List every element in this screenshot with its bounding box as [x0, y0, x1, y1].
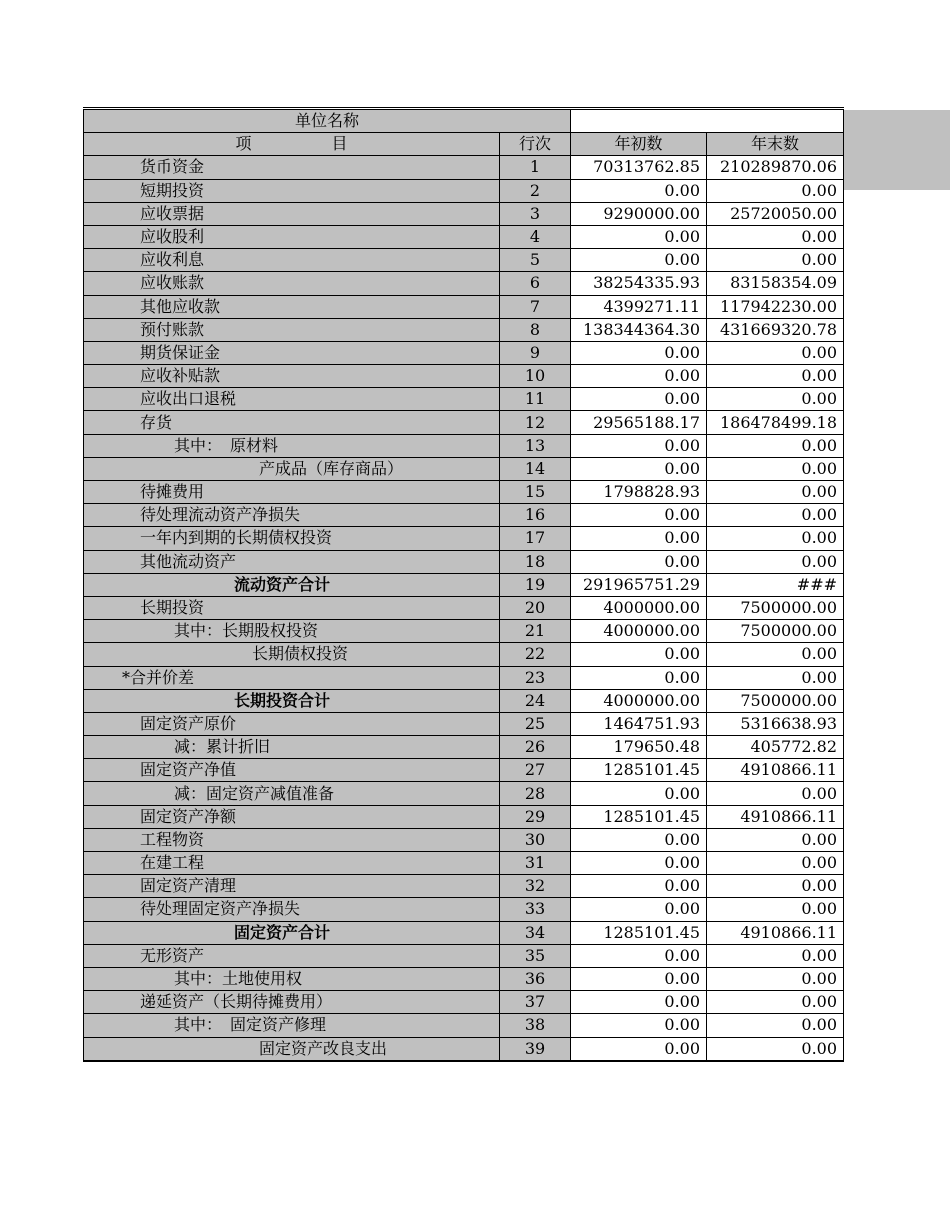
end-value-cell[interactable]: 0.00: [707, 434, 844, 457]
begin-value-cell[interactable]: 4000000.00: [571, 689, 707, 712]
end-value-cell[interactable]: 0.00: [707, 527, 844, 550]
begin-value-cell[interactable]: 0.00: [571, 875, 707, 898]
begin-value-cell[interactable]: 0.00: [571, 179, 707, 202]
row-item-label: 待处理固定资产净损失: [84, 898, 500, 921]
begin-value-cell[interactable]: 0.00: [571, 388, 707, 411]
table-row: [84, 759, 844, 782]
row-number: 39: [500, 1037, 571, 1061]
table-row: [84, 736, 844, 759]
row-item-label: 其他应收款: [84, 295, 500, 318]
row-number: 34: [500, 921, 571, 944]
row-item-label: 其他流动资产: [84, 550, 500, 573]
row-item-label: 固定资产净值: [84, 759, 500, 782]
row-number: 11: [500, 388, 571, 411]
end-value-cell[interactable]: 0.00: [707, 249, 844, 272]
row-item-label: 应收出口退税: [84, 388, 500, 411]
end-value-cell[interactable]: 7500000.00: [707, 689, 844, 712]
table-row: [84, 341, 844, 364]
row-number: 14: [500, 457, 571, 480]
row-number: 38: [500, 1014, 571, 1037]
begin-value-cell[interactable]: 0.00: [571, 341, 707, 364]
row-item-label: 工程物资: [84, 828, 500, 851]
begin-value-cell[interactable]: 0.00: [571, 434, 707, 457]
row-number: 23: [500, 666, 571, 689]
table-row: [84, 457, 844, 480]
end-value-cell[interactable]: 0.00: [707, 828, 844, 851]
end-value-cell[interactable]: 0.00: [707, 179, 844, 202]
begin-value-cell[interactable]: 179650.48: [571, 736, 707, 759]
begin-value-cell[interactable]: 0.00: [571, 365, 707, 388]
table-row: [84, 643, 844, 666]
end-value-cell[interactable]: 4910866.11: [707, 805, 844, 828]
table-row: [84, 504, 844, 527]
begin-value-cell[interactable]: 4000000.00: [571, 596, 707, 619]
row-number: 35: [500, 944, 571, 967]
row-number: 24: [500, 689, 571, 712]
unit-name-row: [84, 109, 844, 133]
begin-value-cell[interactable]: 0.00: [571, 828, 707, 851]
end-value-cell[interactable]: 0.00: [707, 782, 844, 805]
row-number: 31: [500, 852, 571, 875]
row-item-label: 在建工程: [84, 852, 500, 875]
end-value-cell[interactable]: 210289870.06: [707, 156, 844, 179]
begin-value-cell[interactable]: 0.00: [571, 852, 707, 875]
row-number: 6: [500, 272, 571, 295]
end-value-cell[interactable]: 0.00: [707, 666, 844, 689]
begin-value-cell[interactable]: 0.00: [571, 944, 707, 967]
begin-value-cell[interactable]: 291965751.29: [571, 573, 707, 596]
end-value-cell[interactable]: 0.00: [707, 875, 844, 898]
table-row: [84, 852, 844, 875]
row-number: 12: [500, 411, 571, 434]
end-value-cell[interactable]: 0.00: [707, 388, 844, 411]
row-number: 29: [500, 805, 571, 828]
table-row: [84, 249, 844, 272]
begin-value-cell[interactable]: 0.00: [571, 249, 707, 272]
table-row: [84, 527, 844, 550]
end-value-cell[interactable]: 431669320.78: [707, 318, 844, 341]
row-item-label: 长期投资: [84, 596, 500, 619]
table-row: [84, 991, 844, 1014]
table-row: [84, 1037, 844, 1061]
row-number: 26: [500, 736, 571, 759]
table-row: [84, 434, 844, 457]
begin-value-cell[interactable]: 0.00: [571, 782, 707, 805]
end-value-cell[interactable]: 0.00: [707, 944, 844, 967]
begin-value-cell[interactable]: 0.00: [571, 967, 707, 990]
table-row: [84, 875, 844, 898]
col-header-row-no: 行次: [500, 133, 571, 156]
end-value-cell[interactable]: 0.00: [707, 643, 844, 666]
table-row: [84, 272, 844, 295]
table-row: [84, 1014, 844, 1037]
row-number: 2: [500, 179, 571, 202]
end-value-cell[interactable]: 186478499.18: [707, 411, 844, 434]
end-value-cell[interactable]: 0.00: [707, 898, 844, 921]
begin-value-cell[interactable]: 0.00: [571, 666, 707, 689]
end-value-cell[interactable]: 0.00: [707, 457, 844, 480]
row-item-label: 长期债权投资: [84, 643, 500, 666]
begin-value-cell[interactable]: 0.00: [571, 457, 707, 480]
row-item-label: 短期投资: [84, 179, 500, 202]
row-number: 16: [500, 504, 571, 527]
begin-value-cell[interactable]: 4000000.00: [571, 620, 707, 643]
row-item-label: 长期投资合计: [84, 689, 500, 712]
row-item-label: 产成品（库存商品）: [84, 457, 500, 480]
table-row: [84, 828, 844, 851]
end-value-cell[interactable]: 0.00: [707, 852, 844, 875]
row-item-label: 货币资金: [84, 156, 500, 179]
begin-value-cell[interactable]: 1285101.45: [571, 921, 707, 944]
end-value-cell[interactable]: 0.00: [707, 365, 844, 388]
col-header-end: 年末数: [707, 133, 844, 156]
end-value-cell[interactable]: 0.00: [707, 550, 844, 573]
table-row: [84, 550, 844, 573]
row-item-label: 其中：土地使用权: [84, 967, 500, 990]
end-value-cell[interactable]: 25720050.00: [707, 202, 844, 225]
row-number: 7: [500, 295, 571, 318]
row-item-label: 其中： 固定资产修理: [84, 1014, 500, 1037]
row-number: 8: [500, 318, 571, 341]
row-item-label: 减：累计折旧: [84, 736, 500, 759]
row-number: 13: [500, 434, 571, 457]
end-value-cell[interactable]: 0.00: [707, 504, 844, 527]
table-row: [84, 782, 844, 805]
begin-value-cell[interactable]: 70313762.85: [571, 156, 707, 179]
end-value-cell[interactable]: 117942230.00: [707, 295, 844, 318]
balance-sheet-table: [83, 107, 844, 1062]
row-number: 22: [500, 643, 571, 666]
table-row: [84, 573, 844, 596]
begin-value-cell[interactable]: 0.00: [571, 898, 707, 921]
end-value-cell[interactable]: 4910866.11: [707, 921, 844, 944]
row-item-label: 无形资产: [84, 944, 500, 967]
table-row: [84, 898, 844, 921]
row-number: 5: [500, 249, 571, 272]
end-value-cell[interactable]: 0.00: [707, 225, 844, 248]
row-number: 25: [500, 712, 571, 735]
col-header-begin: 年初数: [571, 133, 707, 156]
row-number: 20: [500, 596, 571, 619]
end-value-cell[interactable]: 7500000.00: [707, 620, 844, 643]
begin-value-cell[interactable]: 0.00: [571, 527, 707, 550]
end-value-cell[interactable]: 0.00: [707, 481, 844, 504]
end-value-cell[interactable]: 5316638.93: [707, 712, 844, 735]
row-number: 19: [500, 573, 571, 596]
begin-value-cell[interactable]: 138344364.30: [571, 318, 707, 341]
table-row: [84, 805, 844, 828]
table-row: [84, 689, 844, 712]
end-value-cell[interactable]: 83158354.09: [707, 272, 844, 295]
begin-value-cell[interactable]: 0.00: [571, 1014, 707, 1037]
table-row: [84, 295, 844, 318]
begin-value-cell[interactable]: 1464751.93: [571, 712, 707, 735]
row-number: 36: [500, 967, 571, 990]
end-value-cell[interactable]: 405772.82: [707, 736, 844, 759]
row-item-label: 减：固定资产减值准备: [84, 782, 500, 805]
begin-value-cell[interactable]: 0.00: [571, 504, 707, 527]
table-row: [84, 666, 844, 689]
end-value-cell[interactable]: 4910866.11: [707, 759, 844, 782]
gray-side-block: [842, 110, 950, 190]
begin-value-cell[interactable]: 1798828.93: [571, 481, 707, 504]
table-row: [84, 481, 844, 504]
row-number: 3: [500, 202, 571, 225]
unit-name-value[interactable]: [571, 109, 844, 133]
begin-value-cell[interactable]: 1285101.45: [571, 805, 707, 828]
row-number: 10: [500, 365, 571, 388]
table-row: [84, 202, 844, 225]
row-item-label: 其中：长期股权投资: [84, 620, 500, 643]
row-item-label: 应收账款: [84, 272, 500, 295]
row-item-label: 递延资产（长期待摊费用）: [84, 991, 500, 1014]
table-row: [84, 967, 844, 990]
row-item-label: 应收补贴款: [84, 365, 500, 388]
row-number: 9: [500, 341, 571, 364]
row-number: 17: [500, 527, 571, 550]
end-value-cell[interactable]: 0.00: [707, 967, 844, 990]
begin-value-cell[interactable]: 29565188.17: [571, 411, 707, 434]
begin-value-cell[interactable]: 1285101.45: [571, 759, 707, 782]
row-number: 21: [500, 620, 571, 643]
table-row: [84, 388, 844, 411]
end-value-cell[interactable]: ###: [707, 573, 844, 596]
row-item-label: *合并价差: [84, 666, 500, 689]
row-item-label: 固定资产净额: [84, 805, 500, 828]
row-item-label: 一年内到期的长期债权投资: [84, 527, 500, 550]
begin-value-cell[interactable]: 0.00: [571, 225, 707, 248]
row-item-label: 待处理流动资产净损失: [84, 504, 500, 527]
row-number: 4: [500, 225, 571, 248]
row-number: 30: [500, 828, 571, 851]
row-item-label: 存货: [84, 411, 500, 434]
row-item-label: 应收股利: [84, 225, 500, 248]
table-row: [84, 921, 844, 944]
row-item-label: 待摊费用: [84, 481, 500, 504]
begin-value-cell[interactable]: 9290000.00: [571, 202, 707, 225]
table-row: [84, 365, 844, 388]
begin-value-cell[interactable]: 0.00: [571, 1037, 707, 1061]
end-value-cell[interactable]: 0.00: [707, 1037, 844, 1061]
begin-value-cell[interactable]: 0.00: [571, 643, 707, 666]
row-item-label: 固定资产改良支出: [84, 1037, 500, 1061]
end-value-cell[interactable]: 0.00: [707, 1014, 844, 1037]
begin-value-cell[interactable]: 0.00: [571, 550, 707, 573]
row-number: 28: [500, 782, 571, 805]
col-header-item: 项 目: [84, 133, 500, 156]
table-row: [84, 225, 844, 248]
row-number: 33: [500, 898, 571, 921]
table-row: [84, 179, 844, 202]
row-item-label: 固定资产合计: [84, 921, 500, 944]
row-number: 18: [500, 550, 571, 573]
table-row: [84, 712, 844, 735]
row-item-label: 固定资产清理: [84, 875, 500, 898]
unit-name-label: 单位名称: [84, 109, 571, 133]
row-item-label: 预付账款: [84, 318, 500, 341]
row-number: 15: [500, 481, 571, 504]
end-value-cell[interactable]: 0.00: [707, 341, 844, 364]
row-number: 32: [500, 875, 571, 898]
table-row: [84, 596, 844, 619]
end-value-cell[interactable]: 0.00: [707, 991, 844, 1014]
table-row: [84, 944, 844, 967]
begin-value-cell[interactable]: 38254335.93: [571, 272, 707, 295]
end-value-cell[interactable]: 7500000.00: [707, 596, 844, 619]
column-header-row: [84, 133, 844, 156]
row-number: 1: [500, 156, 571, 179]
row-number: 37: [500, 991, 571, 1014]
table-row: [84, 411, 844, 434]
table-row: [84, 318, 844, 341]
row-item-label: 期货保证金: [84, 341, 500, 364]
row-item-label: 流动资产合计: [84, 573, 500, 596]
begin-value-cell[interactable]: 0.00: [571, 991, 707, 1014]
row-number: 27: [500, 759, 571, 782]
table-row: [84, 620, 844, 643]
row-item-label: 应收利息: [84, 249, 500, 272]
row-item-label: 应收票据: [84, 202, 500, 225]
row-item-label: 固定资产原价: [84, 712, 500, 735]
begin-value-cell[interactable]: 4399271.11: [571, 295, 707, 318]
row-item-label: 其中： 原材料: [84, 434, 500, 457]
table-row: [84, 156, 844, 179]
